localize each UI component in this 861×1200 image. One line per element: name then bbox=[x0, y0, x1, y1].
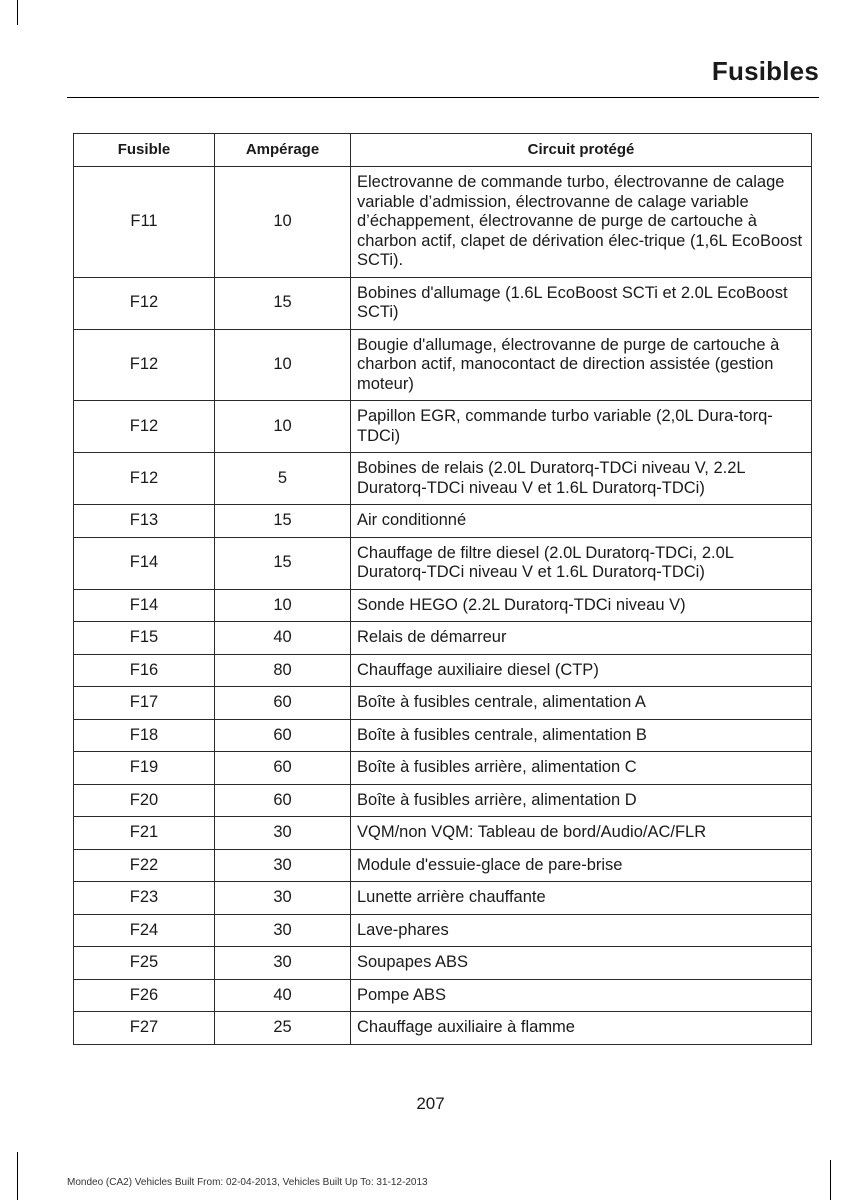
fuse-id-cell: F27 bbox=[74, 1012, 215, 1045]
amperage-cell: 25 bbox=[215, 1012, 351, 1045]
circuit-cell: Pompe ABS bbox=[351, 979, 812, 1012]
circuit-cell: Sonde HEGO (2.2L Duratorq-TDCi niveau V) bbox=[351, 589, 812, 622]
table-row bbox=[74, 589, 812, 622]
fuse-id-cell: F12 bbox=[74, 277, 215, 329]
amperage-cell: 10 bbox=[215, 167, 351, 278]
circuit-cell: Module d'essuie-glace de pare-brise bbox=[351, 849, 812, 882]
table-row bbox=[74, 505, 812, 538]
circuit-cell: Papillon EGR, commande turbo variable (2,0L Dura-torq-TDCi) bbox=[351, 401, 812, 453]
table-row bbox=[74, 1012, 812, 1045]
amperage-cell: 5 bbox=[215, 453, 351, 505]
fuse-id-cell: F14 bbox=[74, 589, 215, 622]
table-row bbox=[74, 453, 812, 505]
circuit-cell: Bougie d'allumage, électrovanne de purge de cartouche à charbon actif, manocontact de direction assistée (gestion moteur) bbox=[351, 329, 812, 401]
table-row bbox=[74, 277, 812, 329]
amperage-cell: 10 bbox=[215, 401, 351, 453]
amperage-cell: 60 bbox=[215, 752, 351, 785]
amperage-cell: 30 bbox=[215, 947, 351, 980]
amperage-cell: 60 bbox=[215, 784, 351, 817]
page-number: 207 bbox=[416, 1094, 445, 1113]
circuit-cell: VQM/non VQM: Tableau de bord/Audio/AC/FLR bbox=[351, 817, 812, 850]
table-row bbox=[74, 654, 812, 687]
page-title: Fusibles bbox=[711, 56, 819, 86]
circuit-cell: Boîte à fusibles centrale, alimentation A bbox=[351, 687, 812, 720]
table-row bbox=[74, 329, 812, 401]
circuit-cell: Bobines d'allumage (1.6L EcoBoost SCTi et 2.0L EcoBoost SCTi) bbox=[351, 277, 812, 329]
amperage-cell: 15 bbox=[215, 505, 351, 538]
fuse-id-cell: F21 bbox=[74, 817, 215, 850]
circuit-cell: Boîte à fusibles centrale, alimentation B bbox=[351, 719, 812, 752]
crop-mark-bottom-right bbox=[830, 1160, 831, 1200]
table-row bbox=[74, 817, 812, 850]
crop-mark-top-left bbox=[17, 0, 18, 25]
circuit-cell: Soupapes ABS bbox=[351, 947, 812, 980]
title-divider bbox=[67, 97, 819, 98]
amperage-cell: 15 bbox=[215, 277, 351, 329]
table-row bbox=[74, 849, 812, 882]
table-row bbox=[74, 979, 812, 1012]
fuse-id-cell: F18 bbox=[74, 719, 215, 752]
fuse-id-cell: F25 bbox=[74, 947, 215, 980]
table-row bbox=[74, 784, 812, 817]
amperage-cell: 80 bbox=[215, 654, 351, 687]
amperage-cell: 30 bbox=[215, 882, 351, 915]
fuse-id-cell: F12 bbox=[74, 401, 215, 453]
crop-mark-bottom-left bbox=[17, 1152, 18, 1200]
fuse-id-cell: F20 bbox=[74, 784, 215, 817]
amperage-cell: 60 bbox=[215, 719, 351, 752]
table-row bbox=[74, 622, 812, 655]
table-row bbox=[74, 752, 812, 785]
fuse-id-cell: F24 bbox=[74, 914, 215, 947]
header-protected-circuit: Circuit protégé bbox=[351, 134, 812, 167]
circuit-cell: Chauffage de filtre diesel (2.0L Duratorq-TDCi, 2.0L Duratorq-TDCi niveau V et 1.6L Duratorq-TDCi) bbox=[351, 537, 812, 589]
fuse-id-cell: F16 bbox=[74, 654, 215, 687]
table-row bbox=[74, 401, 812, 453]
table-row bbox=[74, 687, 812, 720]
circuit-cell: Boîte à fusibles arrière, alimentation C bbox=[351, 752, 812, 785]
table-row bbox=[74, 947, 812, 980]
circuit-cell: Chauffage auxiliaire diesel (CTP) bbox=[351, 654, 812, 687]
table-row bbox=[74, 167, 812, 278]
fuse-id-cell: F22 bbox=[74, 849, 215, 882]
circuit-cell: Lave-phares bbox=[351, 914, 812, 947]
fuse-table-body bbox=[74, 167, 812, 1045]
fuse-id-cell: F13 bbox=[74, 505, 215, 538]
amperage-cell: 10 bbox=[215, 329, 351, 401]
header-amperage: Ampérage bbox=[215, 134, 351, 167]
table-row bbox=[74, 719, 812, 752]
table-row bbox=[74, 537, 812, 589]
amperage-cell: 40 bbox=[215, 979, 351, 1012]
amperage-cell: 40 bbox=[215, 622, 351, 655]
circuit-cell: Boîte à fusibles arrière, alimentation D bbox=[351, 784, 812, 817]
footer-text: Mondeo (CA2) Vehicles Built From: 02-04-2013, Vehicles Built Up To: 31-12-2013 bbox=[67, 1177, 428, 1188]
circuit-cell: Lunette arrière chauffante bbox=[351, 882, 812, 915]
circuit-cell: Bobines de relais (2.0L Duratorq-TDCi niveau V, 2.2L Duratorq-TDCi niveau V et 1.6L Duratorq-TDCi) bbox=[351, 453, 812, 505]
fuse-id-cell: F11 bbox=[74, 167, 215, 278]
circuit-cell: Electrovanne de commande turbo, électrovanne de calage variable d’admission, électrovanne de calage variable d’échappement, électrovanne de purge de cartouche à charbon actif, clapet de dérivation élec-trique (1,6L EcoBoost SCTi). bbox=[351, 167, 812, 278]
fuse-id-cell: F14 bbox=[74, 537, 215, 589]
fuse-id-cell: F15 bbox=[74, 622, 215, 655]
table-row bbox=[74, 882, 812, 915]
amperage-cell: 30 bbox=[215, 817, 351, 850]
amperage-cell: 30 bbox=[215, 849, 351, 882]
header-fuse: Fusible bbox=[74, 134, 215, 167]
fuse-id-cell: F17 bbox=[74, 687, 215, 720]
circuit-cell: Chauffage auxiliaire à flamme bbox=[351, 1012, 812, 1045]
fuse-id-cell: F12 bbox=[74, 329, 215, 401]
fuse-id-cell: F26 bbox=[74, 979, 215, 1012]
fuse-id-cell: F12 bbox=[74, 453, 215, 505]
amperage-cell: 30 bbox=[215, 914, 351, 947]
table-header-row bbox=[74, 134, 812, 167]
fuse-table bbox=[73, 133, 812, 1045]
circuit-cell: Air conditionné bbox=[351, 505, 812, 538]
amperage-cell: 10 bbox=[215, 589, 351, 622]
table-row bbox=[74, 914, 812, 947]
fuse-id-cell: F19 bbox=[74, 752, 215, 785]
amperage-cell: 60 bbox=[215, 687, 351, 720]
fuse-id-cell: F23 bbox=[74, 882, 215, 915]
amperage-cell: 15 bbox=[215, 537, 351, 589]
circuit-cell: Relais de démarreur bbox=[351, 622, 812, 655]
